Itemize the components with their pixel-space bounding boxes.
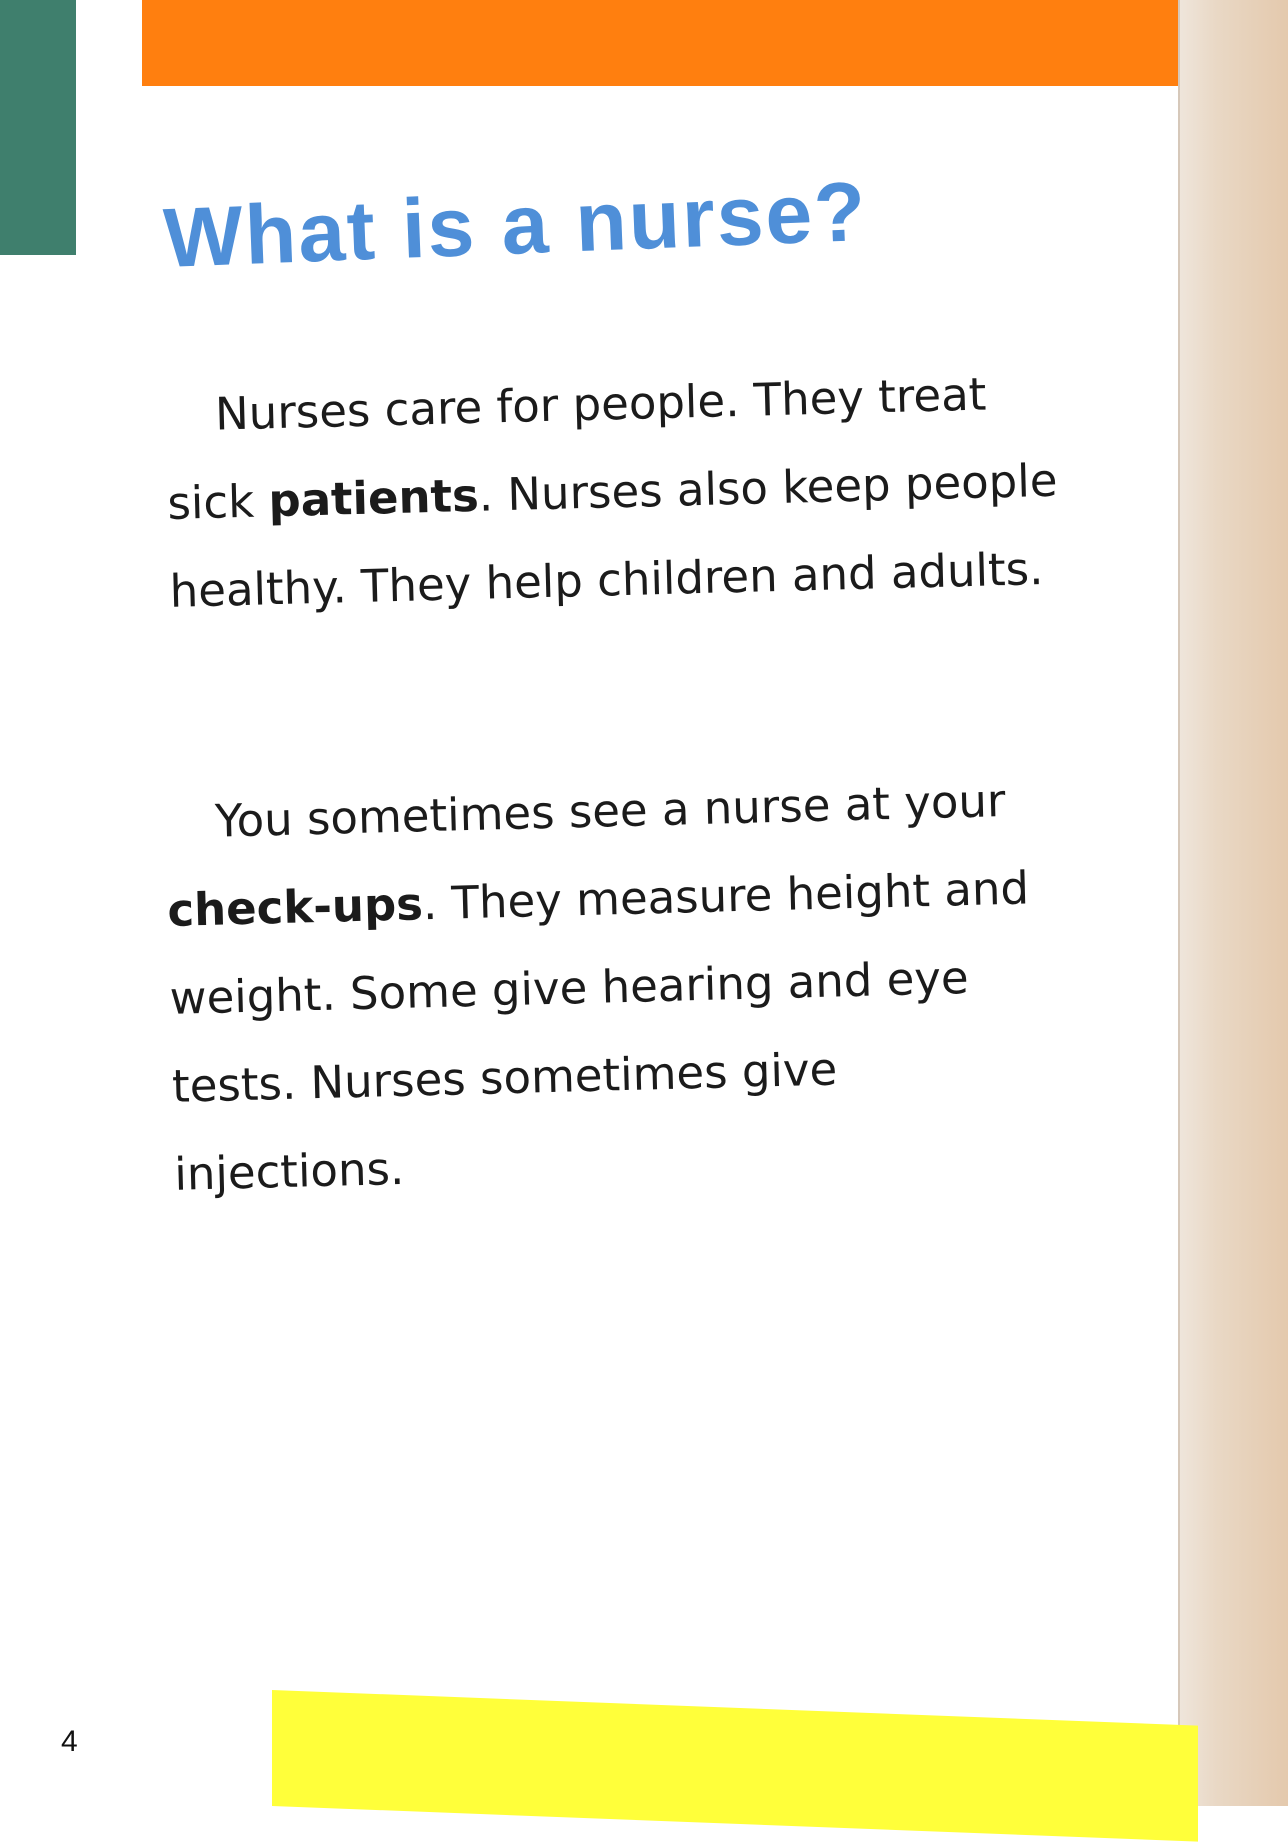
page-edge-line xyxy=(1178,0,1180,1806)
yellow-footer-bar xyxy=(272,1690,1198,1842)
paragraph-text-end: . They measure height and weight. Some give hearing and eye tests. Nurses sometimes give injections. xyxy=(169,861,1030,1201)
teal-side-block xyxy=(0,0,76,255)
paragraph-text-start: You sometimes see a nurse at your xyxy=(214,773,1007,848)
page-number: 4 xyxy=(61,1725,78,1758)
orange-header-bar xyxy=(142,0,1178,86)
glossary-term-check-ups: check-ups xyxy=(166,877,424,937)
page-edge xyxy=(1178,0,1288,1806)
paragraph-text-start: Nurses care for people. They treat sick xyxy=(166,367,987,530)
paragraph-check-ups xyxy=(164,755,1075,1218)
paragraph-what-nurses-do xyxy=(164,348,1071,635)
page-title: What is a nurse? xyxy=(161,163,870,285)
glossary-term-patients: patients xyxy=(267,468,480,528)
paragraph-text-end: . Nurses also keep people healthy. They help children and adults. xyxy=(169,453,1059,618)
